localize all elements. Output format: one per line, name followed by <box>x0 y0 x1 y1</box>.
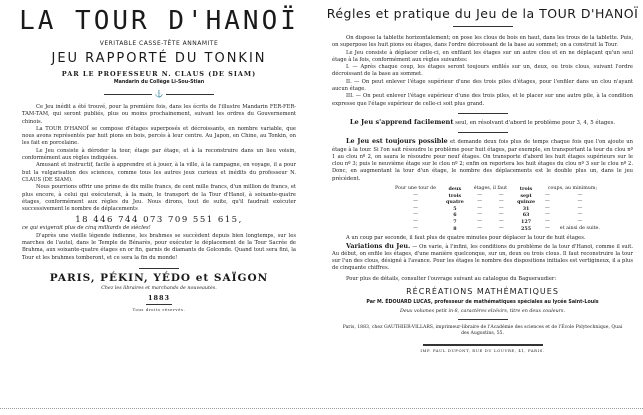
publisher-cities: PARIS, PÉKIN, YÉDO et SAÏGON <box>49 271 269 284</box>
composition-paragraph: La TOUR D'HANOÏ se compose d'étages superposés et décroissants, en nombre variable, que nous avons représentés par huit pions en bois, percés à leur centre. Au Japon, en Chine, au Tonkin, on les fait en porcelaine. <box>22 125 296 147</box>
cell: — <box>577 199 583 205</box>
variations-bold: Variations du Jeu. <box>346 241 411 250</box>
cell: quatre <box>446 199 464 206</box>
game-paragraph: Le Jeu consiste à déplacer celle-ci, en enfilant les étages sur un autre clou et en ne déplaçant qu'un seul étage à la fois, conformément aux règles suivantes: <box>332 49 633 63</box>
cell: — <box>477 205 482 211</box>
moves-table-row <box>390 226 605 233</box>
cell: — <box>413 192 418 198</box>
legend-paragraph: D'après une vieille légende indienne, les brahmes se succèdent depuis bien longtemps, sur les marches de l'autel, dans le Temple de Bénarès, pour exécuter le déplacement de la Tour Sacrée de Brahma, aux soixante-quatre étages en or fin, garnis de diamants de Golconde. Quand tout sera fini, la Tour et les brahmes tomberont, et ce sera la fin du monde! <box>22 232 296 261</box>
objective-paragraph: Le Jeu consiste à déroder la tour, étage par étage, et à la reconstruire dans un lieu voisin, conformément aux règles indiquées. <box>22 147 296 162</box>
cell: — <box>498 219 504 225</box>
always-bold: Le Jeu est toujours possible <box>346 137 448 146</box>
title-ornament <box>453 26 513 27</box>
moves-table-row <box>390 219 605 226</box>
cell: 8 <box>453 225 457 232</box>
cell: 127 <box>521 219 532 226</box>
moves-table-row <box>390 199 605 206</box>
cell: — <box>413 225 418 231</box>
cell: — <box>545 212 550 218</box>
cell: — <box>413 199 418 205</box>
variations-rest: — On varie, à l'infini, les conditions du problème de la tour d'Hanoï, comme il suit. Au début, on enfile les étages, d'une manière quelconque, sur un, deux ou trois clous. Il faut reconstruire la tour sur l'un des clous, désigné à l'avance. Pour les étages le nombre des dispositions initiales est vertigineux, il a plus de cinquante chiffres. <box>332 243 634 272</box>
scan-edge <box>0 408 643 410</box>
always-possible-paragraph <box>332 138 633 183</box>
cell: 7 <box>453 219 457 226</box>
divider <box>458 132 508 133</box>
cell: — <box>413 205 418 211</box>
centuries-line: ce qui exigerait plus de cinq milliards de siècles! <box>22 225 151 232</box>
cell: trois <box>448 192 462 199</box>
rule-2: II. — On peut enlever l'étage supérieur d'une des trois piles d'étages, pour l'enfiler dans un clou n'ayant aucun étage. <box>332 78 633 93</box>
author-role: Mandarin du Collège Li-Sou-Stian <box>113 80 205 85</box>
author-line: PAR LE PROFESSEUR N. CLAUS (DE SIAM) <box>61 70 257 78</box>
left-headline: JEU RAPPORTÉ DU TONKIN <box>51 51 267 66</box>
cell: 6 <box>453 212 457 219</box>
publication-year: 1883 <box>147 293 171 302</box>
cell: — <box>498 199 504 205</box>
cell: — <box>413 212 418 218</box>
divider <box>458 113 508 114</box>
left-page <box>0 0 318 408</box>
anchor-icon: ⚓ <box>154 90 164 98</box>
right-body <box>322 35 643 283</box>
cell: 63 <box>522 212 530 219</box>
cell: — <box>413 219 418 225</box>
cell: — <box>545 199 550 205</box>
divider <box>139 268 179 269</box>
rights-notice: Tous droits réservés. <box>132 306 186 312</box>
double-rule <box>423 344 543 346</box>
moves-table-intro <box>390 186 605 193</box>
cell: sept <box>520 192 532 199</box>
cell: 255 <box>521 225 532 232</box>
cell: — <box>477 212 482 218</box>
ornament-rule <box>166 94 214 95</box>
cell: — <box>545 205 550 211</box>
cell: et ainsi de suite. <box>559 225 600 231</box>
book-title: RÉCRÉATIONS MATHÉMATIQUES <box>406 286 559 296</box>
cell: 5 <box>453 205 457 212</box>
cell: — <box>498 192 504 198</box>
rule-1: I. — Après chaque coup, les étages seront toujours enfilés sur un, deux, ou trois clous, suivant l'ordre décroissant de la base au sommet. <box>332 64 633 78</box>
moves-table <box>390 186 605 232</box>
cell: Pour une tour de <box>395 186 437 192</box>
cell: — <box>577 192 583 198</box>
learn-line <box>332 119 633 127</box>
cell: quinze <box>517 199 535 206</box>
cell: — <box>477 219 482 225</box>
cell: — <box>545 192 550 198</box>
learn-bold: Le Jeu s'apprend facilement <box>349 117 454 126</box>
always-rest: et demande deux fois plus de temps chaque fois que l'on ajoute un étage à la tour. Si l'on sait résoudre le problème pour huit étages, par exemple, en transportant la tour du clou nº 1 au clou nº 2, on saura le résoudre pour neuf étages. On transporte d'abord les huit étages supérieurs sur le clou nº 3; puis le neuvième étage sur le clou nº 2; enfin on reportera les huit étages du clou nº 3 sur le clou nº 2. Donc, en augmentant la tour d'un étage, le nombre des déplacements est le double plus un, dans le jeu précédent. <box>332 139 633 182</box>
publisher-sub: Chez les libraires et marchands de nouveautés. <box>101 285 217 291</box>
cell: — <box>577 219 583 225</box>
rule-3: III. — On peut enlever l'étage supérieur d'une des trois piles, et le placer sur une autre pile, à la condition expresse que l'étage supérieur de celle-ci soit plus grand. <box>332 93 633 107</box>
printer-line: IMP. PAUL DUPONT, RUE DU LOUVRE, 41, PARIS. <box>420 347 545 353</box>
cell: — <box>477 192 482 198</box>
moves-table-row <box>390 212 605 219</box>
intro-paragraph: Ce Jeu inédit a été trouvé, pour la première fois, dans les écrits de l'illustre Mandarin FER-FER-TAM-TAM, qui seront publiés, plus ou moins prochainement, suivant les ordres du Gouvernement chinois. <box>22 104 296 125</box>
learn-rest: seul, en résolvant d'abord le problème pour 3, 4, 5 étages. <box>455 119 616 126</box>
right-page <box>322 0 643 408</box>
cell: — <box>577 212 583 218</box>
book-volumes: Deux volumes petit in-8, caractères elzévirs, titre en deux couleurs. <box>400 308 565 314</box>
cell: — <box>498 212 504 218</box>
cell: trois <box>519 186 533 193</box>
variations-paragraph <box>332 243 633 273</box>
cell: deux <box>448 186 462 193</box>
anchor-ornament <box>104 91 214 98</box>
purpose-paragraph: Amusant et instructif, facile à apprendre et à jouer, à la ville, à la campagne, en voyage, il a pour but la vulgarisation des sciences, comme tous les autres jeux curieux et inédits du professeur N. CLAUS (DE SIAM). <box>22 162 296 183</box>
cell: — <box>498 205 504 211</box>
cell: — <box>477 199 482 205</box>
moves-table-row <box>390 206 605 213</box>
cell: — <box>545 225 550 231</box>
cell: coups, au minimum; <box>547 186 598 192</box>
more-details-line: Pour plus de détails, consulter l'ouvrage suivant au catalogue du Bagueraudier: <box>346 275 557 282</box>
cell: — <box>545 219 550 225</box>
moves-table-row <box>390 193 605 200</box>
left-body <box>0 104 318 262</box>
cell: 31 <box>522 205 530 212</box>
cell: étages, il faut <box>473 186 508 192</box>
cell: — <box>477 225 482 231</box>
left-subtitle: VERITABLE CASSE-TÊTE ANNAMITE <box>99 40 219 47</box>
cell: — <box>498 225 504 231</box>
ornament-rule <box>104 94 152 95</box>
rules-title: Régles et pratique du Jeu de la TOUR D'HANOÏ <box>326 6 639 21</box>
book-imprint: Paris, 1883, chez GAUTHIER-VILLARS, imprimeur-libraire de l'Académie des sciences et de l'École Polytechnique, Quai des Augustins, 55. <box>342 324 623 337</box>
left-title: LA TOUR D'HANOÏ <box>19 6 299 36</box>
setup-paragraph: On dispose la tablette horizontalement; on pose les clous de bois en haut, dans les trous de la tablette. Puis, on superpose les huit pions ou étages, dans l'ordre décroissant de la base au sommet; on a construit la Tour. <box>332 35 633 49</box>
book-author: Par M. ÉDOUARD LUCAS, professeur de mathématiques spéciales au lycée Saint-Louis <box>366 299 599 305</box>
divider <box>146 304 172 305</box>
prize-paragraph: Nous pourrions offrir une prime de dix mille francs, de cent mille francs, d'un million de francs, et plus encore, à celui qui exécuterait, à la main, le transport de la Tour d'Hanoï, à soixante-quatre étages, conformément aux règles du Jeu. Nous dirons, tout de suite, qu'il faudrait exécuter successivement le nombre de déplacements <box>22 184 296 213</box>
one-per-second-line: A un coup par seconde, il faut plus de quatre minutes pour déplacer la tour de huit étages. <box>346 235 586 242</box>
divider <box>458 319 508 320</box>
move-count-number: 18 446 744 073 709 551 615, <box>75 215 243 226</box>
cell: — <box>577 205 583 211</box>
